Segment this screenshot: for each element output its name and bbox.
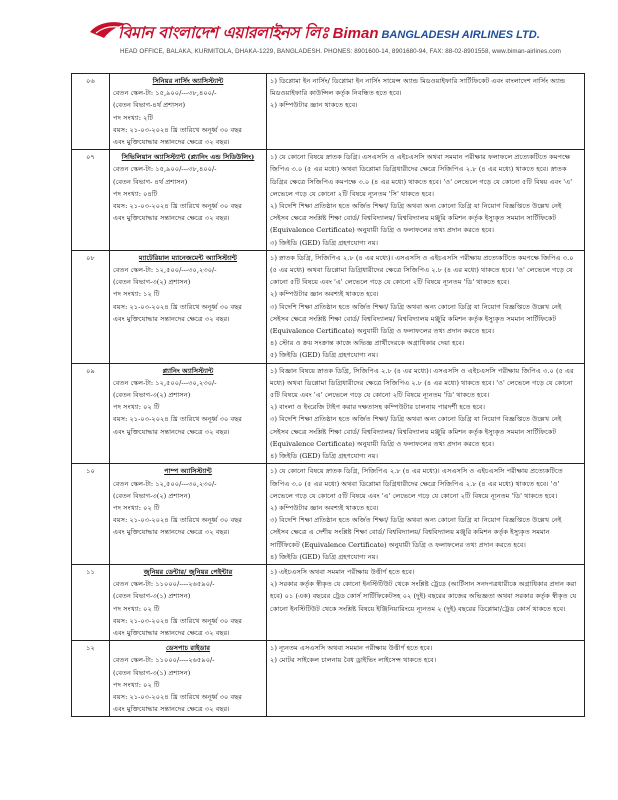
serial-number: ১২ <box>72 641 110 717</box>
table-row <box>72 150 585 251</box>
requirement-item: ৫) জিইডি (GED) ডিগ্রি গ্রহণযোগ্য নয়। <box>270 351 379 360</box>
post-info-line: এবং মুক্তিযোদ্ধার সন্তানদের ক্ষেত্রে ৩২ বছর। <box>113 628 230 637</box>
requirement-item: ২) বিদেশি শিক্ষা প্রতিষ্ঠান হতে অর্জিত শিক্ষা/ ডিগ্রি অথবা অন্য কোনো ডিগ্রি যা নিয়োগ বিজ্ঞপ্তিতে উল্লেখ নেই সেইসব ক্ষেত্রে সংশ্লিষ্ট শিক্ষা বোর্ড/ বিশ্ববিদ্যালয়/ বিশ্ববিদ্যালয় মঞ্জুরি কমিশন কর্তৃক ইস্যুকৃত সমমান সার্টিফিকেট (Equivalence Certificate) অনুযায়ী ডিগ্রি ও ফলাফলের তথ্য প্রদান করতে হবে। <box>270 202 562 235</box>
post-info-line: (বেতন বিভাগ-৩(২) প্রশাসন) <box>113 278 191 287</box>
brand-name <box>118 20 588 48</box>
post-info-line: (বেতন বিভাগ-৪র্থ প্রশাসন) <box>113 101 186 110</box>
post-title: জুনিয়র ডেন্টার/ জুনিয়র পেইন্টার <box>143 567 233 576</box>
letterhead <box>88 14 578 64</box>
job-requirements-table <box>71 73 585 717</box>
post-details <box>110 641 267 717</box>
post-title: সিনিয়র নার্সিং অ্যাসিস্ট্যান্ট <box>152 77 224 85</box>
serial-number: ০৭ <box>72 150 110 251</box>
post-info-line: বয়স: ২১-০৩-২০২৪ খ্রি তারিখে অনূর্ধ্ব ৩০ বছর <box>113 692 242 701</box>
brand-suffix: BANGLADESH AIRLINES LTD. <box>381 29 540 41</box>
post-info-line: (বেতন বিভাগ- ৪র্থ প্রশাসন) <box>113 177 188 186</box>
post-info-line: বেতন স্কেল-টা: ১৫,৯০০/---৩৮,৪০০/- <box>113 165 217 174</box>
requirement-item: ২) কম্পিউটার জ্ঞান থাকতে হবে। <box>270 101 358 110</box>
requirement-item: ১) যে কোনো বিষয়ে স্নাতক ডিগ্রি, সিজিপিএ ২.৮ (৪ এর মধ্যে)। এসএসসি ও এইচএসসি পরীক্ষায় প্রত্যেকটিতে জিপিএ ৩.০ (৫ এর মধ্যে) অথবা ডিপ্লোমা ডিগ্রিধারীদের ক্ষেত্রে সিজিপিএ ২.৮ (৪ এর মধ্যে) থাকতে হবে। 'ও' লেভেলে গড়ে যে কোনো ৫টি বিষয়ে এবং 'এ' লেভেলে গড়ে যে কোনো ২টি বিষয়ে ন্যূনতম 'ডি' থাকতে হবে। <box>270 467 563 500</box>
post-info-line: এবং মুক্তিযোদ্ধার সন্তানদের ক্ষেত্রে ৩২ বছর। <box>113 705 230 714</box>
post-info-line: বেতন স্কেল-টা: ১২,৫০০/---৩০,২৩০/- <box>113 266 217 275</box>
requirement-item: ২) মোটর সাইকেল চালনায় বৈধ ড্রাইভিং লাইসেন্স থাকতে হবে। <box>270 656 437 665</box>
table-row <box>72 464 585 565</box>
post-info-line: (বেতন বিভাগ-৩(১) প্রশাসন) <box>113 592 191 601</box>
post-info-line: (বেতন বিভাগ-৩(১) প্রশাসন) <box>113 668 191 677</box>
table-row <box>72 250 585 363</box>
post-title: সিভিলিয়ান অ্যাসিস্ট্যান্ট (প্ল্যানিং এন্ড সিডিউলিং) <box>121 153 255 162</box>
post-info-line: বয়স: ২১-০৩-২০২৪ খ্রি তারিখে অনূর্ধ্ব ৩০ বছর <box>113 616 242 625</box>
post-info-line: বয়স: ২১-০৩-২০২৪ খ্রি তারিখে অনূর্ধ্ব ৩০ বছর <box>113 302 242 311</box>
post-info-line: বয়স: ২১-০৩-২০২৪ খ্রি তারিখে অনূর্ধ্ব ৩০ বছর <box>113 516 242 525</box>
table-row <box>72 363 585 464</box>
post-info-line: বেতন স্কেল-টা: ১১০০০/----২৬৫৯০/- <box>113 580 215 589</box>
requirements <box>267 464 585 565</box>
requirement-item: ১) ন্যূনতম এসএসসি অথবা সমমান পরীক্ষায় উত্তীর্ণ হতে হবে। <box>270 644 433 653</box>
requirements <box>267 150 585 251</box>
post-details <box>110 363 267 464</box>
post-info-line: পদ সংখ্যা: ২টি <box>113 113 154 122</box>
post-info-line: (বেতন বিভাগ-৩(২) প্রশাসন) <box>113 391 191 400</box>
post-info-line: পদ সংখ্যা: ১২ টি <box>113 290 160 299</box>
post-details <box>110 150 267 251</box>
requirement-item: ১) বিজ্ঞান বিষয়ে স্নাতক ডিগ্রি, সিজিপিএ ২.৮ (৪ এর মধ্যে)। এসএসসি ও এইচএসসি পরীক্ষায় জিপিএ ৩.০ (৫ এর মধ্যে) অথবা ডিপ্লোমা ডিগ্রিধারীদের ক্ষেত্রে সিজিপিএ ২.৮ (৪ এর মধ্যে) থাকতে হবে। 'ও' লেভেলে গড়ে যে কোনো ৫টি বিষয়ে এবং 'এ' লেভেলে গড়ে যে কোনো ২টি বিষয়ে ন্যূনতম 'ডি' থাকতে হবে। <box>270 366 574 400</box>
post-info-line: এবং মুক্তিযোদ্ধার সন্তানদের ক্ষেত্রে ৩২ বছর। <box>113 138 230 147</box>
post-info-line: পদ সংখ্যা: ০৪টি <box>113 189 158 198</box>
table-row <box>72 74 585 150</box>
serial-number: ১০ <box>72 464 110 565</box>
post-info-line: বয়স: ২১-০৩-২০২৪ খ্রি তারিখে অনূর্ধ্ব ৩০ বছর <box>113 415 242 424</box>
post-info-line: (বেতন বিভাগ-৩(২) প্রশাসন) <box>113 491 191 500</box>
head-office-address: HEAD OFFICE, BALAKA, KURMITOLA, DHAKA-1229, BANGLADESH. PHONES: 8901600-14, 8901680-94, FAX: 88-02-8901558, www.biman-airlines.com <box>120 48 562 55</box>
requirements <box>267 250 585 363</box>
serial-number: ১১ <box>72 564 110 640</box>
post-title: প্ল্যানিং অ্যাসিস্ট্যান্ট <box>162 366 214 375</box>
post-details <box>110 74 267 150</box>
post-info-line: বয়স: ২১-০৩-২০২৪ খ্রি তারিখে অনূর্ধ্ব ৩০ বছর <box>113 202 242 211</box>
post-details <box>110 250 267 363</box>
requirement-item: ৩) জিইডি (GED) ডিগ্রি গ্রহণযোগ্য নয়। <box>270 238 379 247</box>
post-details <box>110 464 267 565</box>
post-info-line: বয়স: ২১-০৩-২০২৪ খ্রি তারিখে অনূর্ধ্ব ৩০ বছর <box>113 125 242 134</box>
post-info-line: বেতন স্কেল-টা: ১১০০০/----২৬৫৯০/- <box>113 656 215 665</box>
requirements <box>267 564 585 640</box>
requirement-item: ১) যে কোনো বিষয়ে স্নাতক ডিগ্রি। এসএসসি ও এইচএসসি অথবা সমমান পরীক্ষার ফলাফলে প্রত্যেকটিতে কমপক্ষে জিপিএ ৩.০ (৫ এর মধ্যে) অথবা ডিপ্লোমা ডিগ্রিধারীদের ক্ষেত্রে সিজিপিএ ২.৮ (৪ এর মধ্যে) থাকতে হবে। স্নাতক ডিগ্রির ক্ষেত্রে সিজিপিএ কমপক্ষে ৩.০ (৪ এর মধ্যে) থাকতে হবে। 'ও' লেভেলে গড়ে যে কোনো ৫টি বিষয় এবং 'এ' লেভেলে গড়ে যে কোনো ২টি বিষয়ে ন্যূনতম 'সি' থাকতে হবে। <box>270 153 573 198</box>
requirement-item: ২) বাংলা ও ইংরেজি টাইপ করার দক্ষতাসহ কম্পিউটার চালনায় পারদর্শী হতে হবে। <box>270 403 486 412</box>
requirements <box>267 641 585 717</box>
post-info-line: পদ সংখ্যা: ০২ টি <box>113 680 160 689</box>
table-row <box>72 641 585 717</box>
requirement-item: ২) কম্পিউটার জ্ঞান অবশ্যই থাকতে হবে। <box>270 503 379 512</box>
post-title: ম্যাটেরিয়াল ম্যানেজমেন্ট অ্যাসিস্ট্যান্ট <box>138 253 238 262</box>
requirement-item: ৪) জিইডি (GED) ডিগ্রি গ্রহণযোগ্য নয়। <box>270 452 379 461</box>
requirement-item: ৩) বিদেশি শিক্ষা প্রতিষ্ঠান হতে অর্জিত শিক্ষা/ ডিগ্রি অথবা অন্য কোনো ডিগ্রি যা নিয়োগ বিজ্ঞপ্তিতে উল্লেখ নেই সেইসব ক্ষেত্রে সংশ্লিষ্ট শিক্ষা বোর্ড/ বিশ্ববিদ্যালয়/ বিশ্ববিদ্যালয় মঞ্জুরি কমিশন কর্তৃক ইস্যুকৃত সমমান সার্টিফিকেট (Equivalence Certificate) অনুযায়ী ডিগ্রি ও ফলাফলের তথ্য প্রদান করতে হবে। <box>270 415 562 448</box>
post-info-line: এবং মুক্তিযোদ্ধার সন্তানদের ক্ষেত্রে ৩২ বছর। <box>113 314 230 323</box>
requirement-item: ২) সরকার কর্তৃক স্বীকৃত যে কোনো ইনস্টিটিউট থেকে সংশ্লিষ্ট ট্রেডে (আর্টিসান সনদপত্রধারীকে অগ্রাধিকার প্রদান করা হবে) ০১ (এক) বছরের ট্রেড কোর্স সার্টিফিকেটসহ ০২ (দুই) বছরের কাজের অভিজ্ঞতা অথবা সরকার কর্তৃক স্বীকৃত যে কোনো ইনস্টিটিউট থেকে সংশ্লিষ্ট বিষয়ে ইঞ্জিনিয়ারিংয়ে ন্যূনতম ২ (দুই) বছরের ডিপ্লোমা/ট্রেড কোর্স থাকতে হবে। <box>270 580 577 613</box>
serial-number: ০৬ <box>72 74 110 150</box>
requirement-item: ৪) জিইডি (GED) ডিগ্রি গ্রহণযোগ্য নয়। <box>270 552 379 561</box>
requirement-item: ৩) বিদেশি শিক্ষা প্রতিষ্ঠান হতে অর্জিত শিক্ষা/ ডিগ্রি অথবা অন্য কোনো ডিগ্রি যা নিয়োগ বিজ্ঞপ্তিতে উল্লেখ নেই সেইসব ক্ষেত্রে এ দেশীয় সংশ্লিষ্ট শিক্ষা বোর্ড/ বিশ্ববিদ্যালয়/ বিশ্ববিদ্যালয় মঞ্জুরি কমিশন কর্তৃক ইস্যুকৃত সমমান সার্টিফিকেট (Equivalence Certificate) অনুযায়ী ডিগ্রি ও ফলাফলের তথ্য প্রদান করতে হবে। <box>270 516 562 549</box>
post-info-line: পদ সংখ্যা: ০২ টি <box>113 503 160 512</box>
post-title: পাম্প অ্যাসিস্ট্যান্ট <box>164 467 212 476</box>
requirement-item: ১) স্নাতক ডিগ্রি, সিজিপিএ ২.৮ (৪ এর মধ্যে)। এসএসসি ও এইচএসসি পরীক্ষায় প্রত্যেকটিতে কমপক্ষে জিপিএ ৩.০ (৫ এর মধ্যে) অথবা ডিপ্লোমা ডিগ্রিধারীদের ক্ষেত্রে সিজিপিএ ২.৮ (৪ এর মধ্যে) থাকতে হবে। 'ও' লেভেলে গড়ে যে কোনো ৫টি বিষয়ে এবং 'এ' লেভেলে গড়ে যে কোনো ২টি বিষয়ে ন্যূনতম 'ডি' থাকতে হবে। <box>270 253 574 287</box>
post-info-line: এবং মুক্তিযোদ্ধার সন্তানদের ক্ষেত্রে ৩২ বছর। <box>113 214 230 223</box>
post-info-line: বেতন স্কেল-টা: ১৫,৯০০/---৩৮,৪০০/- <box>113 89 217 98</box>
post-title: ডেসপাচ রাইডার <box>165 644 211 653</box>
post-info-line: বেতন স্কেল-টা: ১২,৫০০/---৩০,২৩০/- <box>113 479 217 488</box>
brand-name-english: Biman <box>332 25 379 42</box>
table-row <box>72 564 585 640</box>
requirement-item: ৩) বিদেশি শিক্ষা প্রতিষ্ঠান হতে অর্জিত শিক্ষা/ ডিগ্রি অথবা অন্য কোনো ডিগ্রি যা নিয়োগ বিজ্ঞপ্তিতে উল্লেখ নেই সেইসব ক্ষেত্রে সংশ্লিষ্ট শিক্ষা বোর্ড/ বিশ্ববিদ্যালয়/ বিশ্ববিদ্যালয় মঞ্জুরি কমিশন কর্তৃক ইস্যুকৃত সমমান সার্টিফিকেট (Equivalence Certificate) অনুযায়ী ডিগ্রি ও ফলাফলের তথ্য প্রদান করতে হবে। <box>270 302 562 336</box>
brand-name-bengali: বিমান বাংলাদেশ এয়ারলাইনস লিঃ <box>118 23 329 42</box>
requirements <box>267 74 585 150</box>
post-info-line: এবং মুক্তিযোদ্ধার সন্তানদের ক্ষেত্রে ৩২ বছর। <box>113 528 230 537</box>
post-info-line: পদ সংখ্যা: ০২ টি <box>113 604 160 613</box>
post-info-line: বেতন স্কেল-টা: ১২,৫০০/---৩০,২৩০/- <box>113 378 217 387</box>
requirement-item: ১) এইচএসসি অথবা সমমান পরীক্ষায় উত্তীর্ণ হতে হবে। <box>270 567 415 576</box>
post-info-line: পদ সংখ্যা: ০২ টি <box>113 403 160 412</box>
requirements <box>267 363 585 464</box>
post-info-line: এবং মুক্তিযোদ্ধার সন্তানদের ক্ষেত্রে ৩২ বছর। <box>113 427 230 436</box>
serial-number: ০৯ <box>72 363 110 464</box>
requirement-item: ২) কম্পিউটার জ্ঞান অবশ্যই থাকতে হবে। <box>270 290 379 299</box>
serial-number: ০৮ <box>72 250 110 363</box>
requirement-item: ১) ডিপ্লোমা ইন নার্সিং/ ডিপ্লোমা ইন নার্সিং সায়েন্স অ্যান্ড মিডওয়াইফারি সার্টিফিকেট এবং বাংলাদেশ নার্সিং অ্যান্ড মিডওয়াইফারি কাউন্সিল কর্তৃক নিবন্ধিত হতে হবে। <box>270 77 566 98</box>
requirement-item: ৪) স্টোর ও ক্রয় সংক্রান্ত কাজে অভিজ্ঞ প্রার্থীদেরকে অগ্রাধিকার দেয়া হবে। <box>270 339 465 348</box>
post-details <box>110 564 267 640</box>
